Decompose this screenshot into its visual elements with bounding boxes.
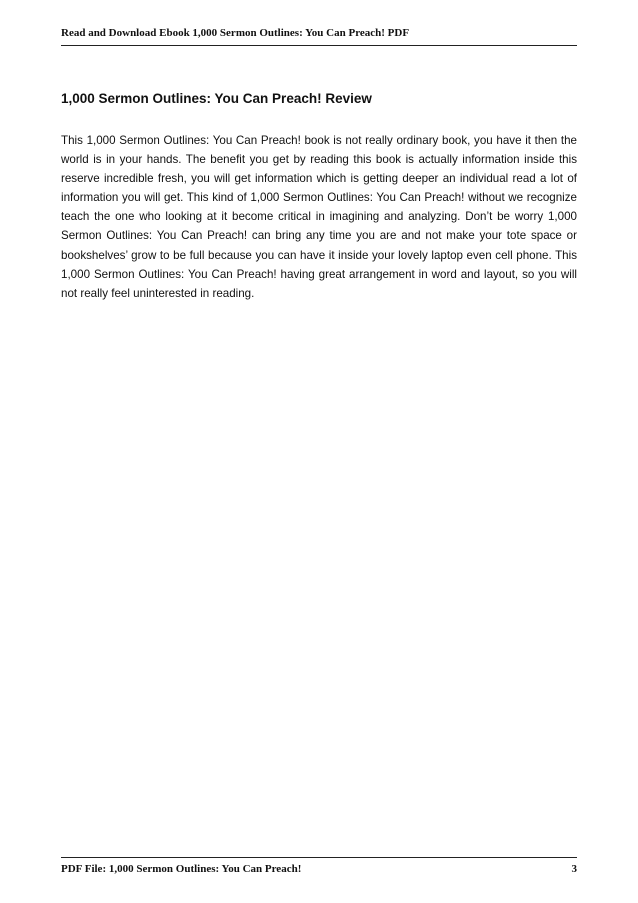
page-header: [61, 26, 577, 46]
footer-file-label: PDF File: 1,000 Sermon Outlines: You Can Preach!: [61, 863, 302, 875]
header-title: Read and Download Ebook 1,000 Sermon Outlines: You Can Preach! PDF: [61, 27, 410, 39]
review-heading: 1,000 Sermon Outlines: You Can Preach! Review: [61, 91, 372, 106]
page-number: 3: [571, 863, 577, 875]
review-body: This 1,000 Sermon Outlines: You Can Preach! book is not really ordinary book, you have it then the world is in your hands. The benefit you get by reading this book is actually information inside this reserve incredible fresh, you will get information which is getting deeper an individual read a lot of information you will get. This kind of 1,000 Sermon Outlines: You Can Preach! without we recognize teach the one who looking at it become critical in imagining and analyzing. Don’t be worry 1,000 Sermon Outlines: You Can Preach! can bring any time you are and not make your tote space or bookshelves’ grow to be full because you can have it inside your lovely laptop even cell phone. This 1,000 Sermon Outlines: You Can Preach! having great arrangement in word and layout, so you will not really feel uninterested in reading.: [61, 134, 577, 300]
page-footer: [61, 857, 577, 876]
